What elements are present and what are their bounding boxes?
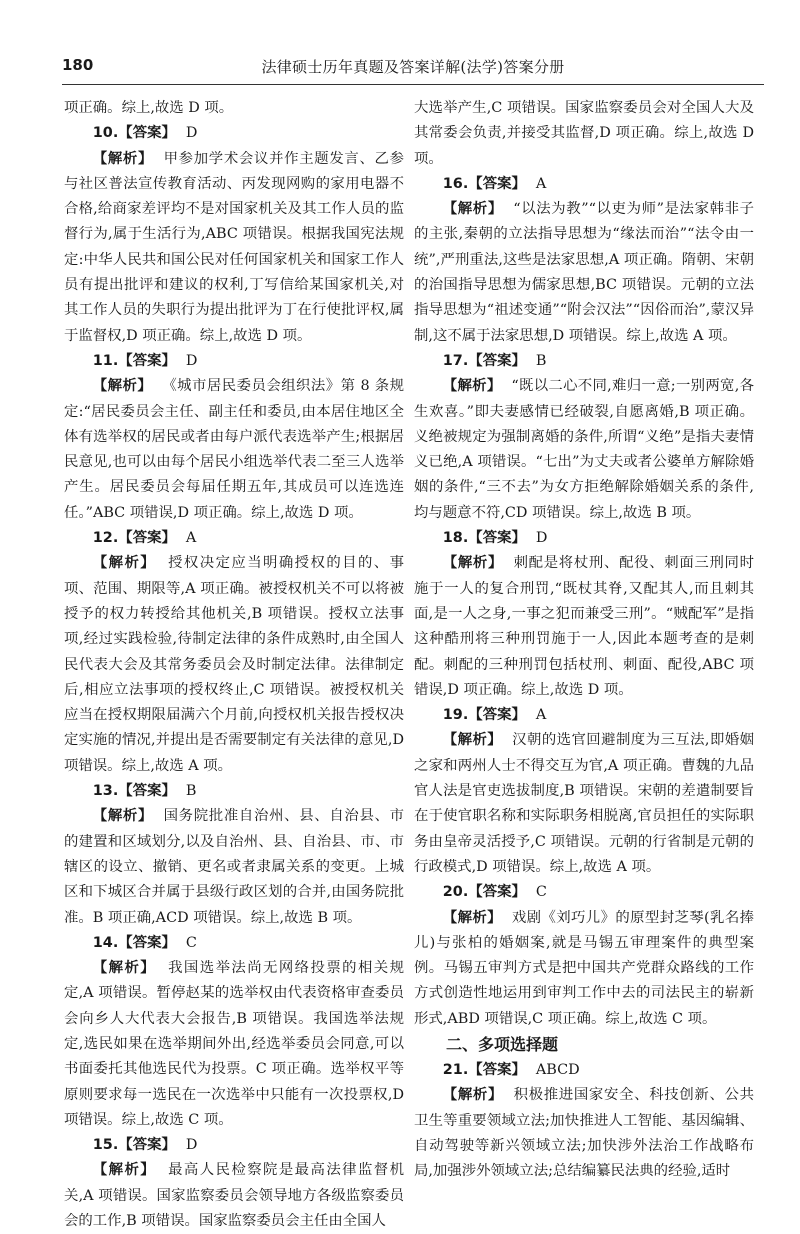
question-number: 11. xyxy=(92,352,119,369)
answer-line-16 xyxy=(414,172,754,197)
analysis-14 xyxy=(64,956,404,1133)
question-number: 12. xyxy=(92,530,119,547)
answer-label: 【答案】 xyxy=(468,884,526,901)
answer-label: 【答案】 xyxy=(118,783,176,800)
analysis-label: 【解析】 xyxy=(442,909,502,926)
analysis-11 xyxy=(64,374,404,526)
answer-label: 【答案】 xyxy=(118,352,176,369)
answer-label: 【答案】 xyxy=(468,530,526,547)
answer-value: D xyxy=(185,125,198,142)
answer-value: C xyxy=(185,934,197,951)
answer-label: 【答案】 xyxy=(468,707,526,724)
analysis-17 xyxy=(414,374,754,526)
question-number: 18. xyxy=(442,530,469,547)
analysis-label: 【解析】 xyxy=(442,201,503,218)
page-number: 180 xyxy=(62,56,94,74)
answer-value: B xyxy=(185,783,197,800)
analysis-text: 授权决定应当明确授权的目的、事项、范围、期限等,A 项正确。被授权机关不可以将被授予的权力转授给其他机关,B 项错误。授权立法事项,经过实践检验,待制定法律的条件成熟时,由全国人民代表大会及其常务委员会及时制定法律。法律制定后,相应立法事项的授权终止,C 项错误。被授权机关应当在授权期限届满六个月前,向授权机关报告授权决定实施的情况,并提出是否需要制定有关法律的意见,D 项错误。综上,故选 A 项。 xyxy=(64,555,404,774)
analysis-label: 【解析】 xyxy=(92,378,153,395)
analysis-text: 戏剧《刘巧儿》的原型封芝琴(乳名捧儿)与张柏的婚姻案,就是马锡五审理案件的典型案例。马锡五审判方式是把中国共产党群众路线的工作方式创造性地运用到审判工作中去的司法民主的崭新形式,ABD 项错误,C 项正确。综上,故选 C 项。 xyxy=(414,909,754,1027)
analysis-text: 最高人民检察院是最高法律监督机关,A 项错误。国家监察委员会领导地方各级监察委员会的工作,B 项错误。国家监察委员会主任由全国人 xyxy=(64,1162,404,1230)
analysis-label: 【解析】 xyxy=(92,555,157,572)
question-number: 13. xyxy=(92,783,119,800)
analysis-text: 刺配是将杖刑、配役、刺面三刑同时施于一人的复合刑罚,“既杖其脊,又配其人,而且刺其面,是一人之身,一事之犯而兼受三刑”。“贼配军”是指这种酷刑将三种刑罚施于一人,因此本题考查的是刺配。刺配的三种刑罚包括杖刑、刺面、配役,ABC 项错误,D 项正确。综上,故选 D 项。 xyxy=(414,555,754,698)
answer-line-14 xyxy=(64,931,404,956)
analysis-10 xyxy=(64,147,404,349)
analysis-text: 《城市居民委员会组织法》第 8 条规定:“居民委员会主任、副主任和委员,由本居住地区全体有选举权的居民或者由每户派代表选举产生;根据居民意见,也可以由每个居民小组选举代表二至三人选举产生。居民委员会每届任期五年,其成员可以连选连任。”ABC 项错误,D 项正确。综上,故选 D 项。 xyxy=(64,378,404,521)
analysis-21 xyxy=(414,1083,754,1184)
answer-label: 【答案】 xyxy=(118,125,176,142)
answer-line-13 xyxy=(64,779,404,804)
right-column xyxy=(414,96,754,1184)
analysis-15 xyxy=(64,1158,404,1234)
answer-value: A xyxy=(535,707,547,724)
question-number: 17. xyxy=(442,352,469,369)
analysis-text: “既以二心不同,难归一意;一别两宽,各生欢喜。”即夫妻感情已经破裂,自愿离婚,B 项正确。义绝被规定为强制离婚的条件,所谓“义绝”是指夫妻情义已绝,A 项错误。“七出”为丈夫或者公婆单方解除婚姻的条件,“三不去”为女方拒绝解除婚姻关系的条件,均与题意不符,CD 项错误。综上,故选 B 项。 xyxy=(414,378,754,521)
left-column xyxy=(64,96,404,1234)
analysis-12 xyxy=(64,551,404,779)
answer-label: 【答案】 xyxy=(118,530,176,547)
question-number: 19. xyxy=(442,707,469,724)
answer-line-21 xyxy=(414,1058,754,1083)
answer-line-17 xyxy=(414,349,754,374)
analysis-label: 【解析】 xyxy=(442,1087,504,1104)
analysis-text: “以法为教”“以吏为师”是法家韩非子的主张,秦朝的立法指导思想为“缘法而治”“法令由一统”,严刑重法,这些是法家思想,A 项正确。隋朝、宋朝的治国指导思想为儒家思想,BC 项错误。元朝的立法指导思想为“祖述变通”“附会汉法”“因俗而治”,蒙汉异制,这不属于法家思想,D 项错误。综上,故选 A 项。 xyxy=(414,201,754,344)
answer-line-15 xyxy=(64,1133,404,1158)
analysis-19 xyxy=(414,728,754,880)
answer-line-19 xyxy=(414,703,754,728)
answer-line-18 xyxy=(414,526,754,551)
analysis-13 xyxy=(64,804,404,930)
analysis-16 xyxy=(414,197,754,349)
analysis-label: 【解析】 xyxy=(92,1162,157,1179)
analysis-text: 国务院批准自治州、县、自治县、市的建置和区域划分,以及自治州、县、自治县、市、市辖区的设立、撤销、更名或者隶属关系的变更。上城区和下城区合并属于县级行政区划的合并,由国务院批准。B 项正确,ACD 项错误。综上,故选 B 项。 xyxy=(64,808,404,926)
answer-value: D xyxy=(185,352,198,369)
analysis-label: 【解析】 xyxy=(442,555,504,572)
analysis-text: 甲参加学术会议并作主题发言、乙参与社区普法宣传教育活动、丙发现网购的家用电器不合格,给商家差评均不是对国家机关及其工作人员的监督行为,属于生活行为,ABC 项错误。根据我国宪法规定:中华人民共和国公民对任何国家机关和国家工作人员有提出批评和建议的权利,丁写信给某国家机关,对其工作人员的失职行为提出批评为丁在行使批评权,属于监督权,D 项正确。综上,故选 D 项。 xyxy=(64,150,404,344)
analysis-label: 【解析】 xyxy=(92,150,154,167)
analysis-18 xyxy=(414,551,754,703)
continued-text: 项正确。综上,故选 D 项。 xyxy=(64,100,234,116)
answer-label: 【答案】 xyxy=(468,352,526,369)
answer-value: D xyxy=(185,1137,198,1154)
answer-value: D xyxy=(535,530,548,547)
analysis-text: 汉朝的选官回避制度为三互法,即婚姻之家和两州人士不得交互为官,A 项正确。曹魏的九品官人法是官吏选拔制度,B 项错误。宋朝的差遣制要旨在于使官职名称和实际职务相脱离,官员担任的实际职务由皇帝灵活授予,C 项错误。元朝的行省制是元朝的行政模式,D 项错误。综上,故选 A 项。 xyxy=(414,732,754,875)
answer-line-20 xyxy=(414,880,754,905)
answer-value: A xyxy=(535,175,547,192)
analysis-label: 【解析】 xyxy=(442,378,502,395)
section-heading: 二、多项选择题 xyxy=(446,1034,559,1054)
answer-label: 【答案】 xyxy=(118,1137,176,1154)
answer-value: ABCD xyxy=(535,1061,580,1078)
question-number: 14. xyxy=(92,934,119,951)
question-number: 16. xyxy=(442,175,469,192)
question-number: 20. xyxy=(442,884,469,901)
question-number: 10. xyxy=(92,125,119,142)
answer-value: B xyxy=(535,352,547,369)
question-number: 21. xyxy=(442,1061,469,1078)
question-number: 15. xyxy=(92,1137,119,1154)
analysis-label: 【解析】 xyxy=(92,960,157,977)
answer-label: 【答案】 xyxy=(468,175,526,192)
continued-text: 大选举产生,C 项错误。国家监察委员会对全国人大及其常委会负责,并接受其监督,D 项正确。综上,故选 D 项。 xyxy=(414,100,754,167)
analysis-20 xyxy=(414,906,754,1032)
answer-line-12 xyxy=(64,526,404,551)
analysis-text: 积极推进国家安全、科技创新、公共卫生等重要领域立法;加快推进人工智能、基因编辑、自动驾驶等新兴领域立法;加快涉外法治工作战略布局,加强涉外领域立法;总结编纂民法典的经验,适时 xyxy=(414,1087,754,1180)
page-header xyxy=(62,56,764,85)
answer-label: 【答案】 xyxy=(118,934,176,951)
answer-line-11 xyxy=(64,349,404,374)
answer-value: C xyxy=(535,884,547,901)
analysis-text: 我国选举法尚无网络投票的相关规定,A 项错误。暂停赵某的选举权由代表资格审查委员会向乡人大代表大会报告,B 项错误。我国选举法规定,选民如果在选举期间外出,经选举委员会同意,可以书面委托其他选民代为投票。C 项正确。选举权平等原则要求每一选民在一次选举中只能有一次投票权,D 项错误。综上,故选 C 项。 xyxy=(64,960,404,1128)
book-title: 法律硕士历年真题及答案详解(法学)答案分册 xyxy=(261,58,565,76)
analysis-label: 【解析】 xyxy=(92,808,154,825)
answer-value: A xyxy=(185,530,197,547)
answer-line-10 xyxy=(64,121,404,146)
answer-label: 【答案】 xyxy=(468,1061,526,1078)
analysis-label: 【解析】 xyxy=(442,732,503,749)
